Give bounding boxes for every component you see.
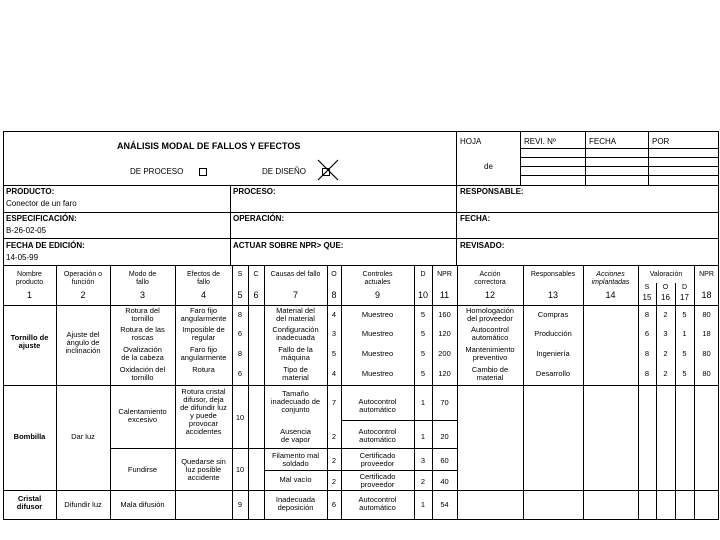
column-number: 8 bbox=[331, 290, 337, 300]
table-cell: 60 bbox=[440, 456, 449, 465]
column-number: 17 bbox=[680, 293, 689, 302]
column-header: Modo de fallo bbox=[128, 271, 157, 286]
de-proceso-label: DE PROCESO bbox=[130, 167, 184, 176]
table-cell: Imposible de regular bbox=[182, 325, 225, 342]
table-cell: 54 bbox=[440, 500, 449, 509]
table-cell: 200 bbox=[438, 349, 451, 358]
responsable-label: RESPONSABLE: bbox=[460, 187, 524, 196]
table-cell: 1 bbox=[682, 329, 687, 338]
table-cell: Rotura de las roscas bbox=[120, 325, 165, 342]
column-number: 13 bbox=[547, 290, 558, 300]
hoja-label: HOJA bbox=[460, 137, 482, 146]
table-cell: 2 bbox=[663, 310, 668, 319]
function-cell: Ajuste del ángulo de inclinación bbox=[65, 330, 101, 355]
table-cell: Certificado proveedor bbox=[359, 472, 396, 489]
table-cell: 8 bbox=[237, 349, 243, 358]
table-cell: 8 bbox=[644, 349, 650, 358]
column-header: Efectos de fallo bbox=[186, 271, 221, 286]
table-cell: Desarrollo bbox=[535, 369, 571, 378]
table-cell: 4 bbox=[331, 369, 337, 378]
table-cell: 6 bbox=[331, 500, 337, 509]
table-cell: Autocontrol automático bbox=[358, 495, 397, 512]
table-cell: 4 bbox=[331, 310, 337, 319]
table-cell: Calentamiento excesivo bbox=[118, 407, 167, 424]
table-cell: Mantenimiento preventivo bbox=[465, 345, 515, 362]
column-number: 5 bbox=[237, 290, 243, 300]
table-cell: 5 bbox=[682, 310, 687, 319]
product-name: Cristal difusor bbox=[16, 494, 43, 511]
table-cell: 8 bbox=[644, 310, 650, 319]
column-header: O bbox=[331, 271, 337, 278]
table-cell: Homologación del proveedor bbox=[466, 306, 514, 323]
table-cell: Muestreo bbox=[361, 310, 394, 319]
table-cell: Autocontrol automático bbox=[358, 397, 397, 414]
table-cell: Tamaño inadecuado de conjunto bbox=[270, 389, 321, 414]
table-cell: 1 bbox=[420, 500, 426, 509]
column-header: C bbox=[253, 271, 259, 278]
column-number: 12 bbox=[484, 290, 495, 300]
table-cell: 120 bbox=[438, 329, 451, 338]
fecha-label: FECHA: bbox=[460, 214, 491, 223]
column-header: Acciones implantadas bbox=[591, 271, 630, 286]
valoracion-subheader: O bbox=[662, 284, 669, 291]
table-cell: 2 bbox=[663, 369, 668, 378]
table-cell: 1 bbox=[420, 432, 426, 441]
column-number: 11 bbox=[439, 290, 450, 300]
table-cell: Producción bbox=[534, 329, 572, 338]
table-cell: Rotura bbox=[192, 365, 215, 374]
table-cell: Filamento mal soldado bbox=[271, 451, 320, 468]
table-cell: Rotura cristal difusor, deja de difundir luz y puede provocar accidentes bbox=[180, 387, 227, 436]
table-cell: 8 bbox=[237, 310, 243, 319]
table-cell: Oxidación del tornillo bbox=[119, 365, 166, 382]
table-cell: 2 bbox=[663, 349, 668, 358]
table-cell: 5 bbox=[420, 329, 426, 338]
column-number: 15 bbox=[642, 293, 652, 302]
table-cell: Ingeniería bbox=[536, 349, 570, 358]
table-cell: 5 bbox=[420, 310, 426, 319]
producto-value: Conector de un faro bbox=[6, 199, 77, 208]
column-header: Causas del fallo bbox=[270, 271, 321, 278]
table-cell: Fallo de la máquina bbox=[278, 345, 313, 362]
table-cell: 120 bbox=[438, 369, 451, 378]
de-label: de bbox=[484, 162, 493, 171]
table-cell: Compras bbox=[537, 310, 569, 319]
table-cell: Tipo de material bbox=[282, 365, 309, 382]
function-cell: Dar luz bbox=[71, 432, 95, 441]
column-number: 9 bbox=[374, 290, 380, 300]
table-cell: 160 bbox=[438, 310, 451, 319]
table-cell: 10 bbox=[235, 465, 245, 474]
table-cell: Inadecuada deposición bbox=[275, 495, 316, 512]
table-cell: Certificado proveedor bbox=[359, 451, 396, 468]
table-cell: 2 bbox=[331, 477, 337, 486]
table-cell: Cambio de material bbox=[471, 365, 509, 382]
function-cell: Difundir luz bbox=[64, 500, 102, 509]
table-cell: 40 bbox=[440, 477, 449, 486]
table-cell: Ovalización de la cabeza bbox=[121, 345, 164, 362]
proceso-label: PROCESO: bbox=[233, 187, 276, 196]
table-cell: 5 bbox=[331, 349, 337, 358]
table-cell: 7 bbox=[331, 398, 337, 407]
product-name: Bombilla bbox=[13, 432, 46, 441]
table-cell: 70 bbox=[440, 398, 449, 407]
table-cell: 20 bbox=[440, 432, 449, 441]
column-number: 2 bbox=[80, 290, 86, 300]
table-cell: 80 bbox=[702, 310, 711, 319]
especificacion-label: ESPECIFICACIÓN: bbox=[6, 214, 77, 223]
table-cell: 6 bbox=[237, 329, 243, 338]
column-number: 7 bbox=[292, 290, 298, 300]
column-number: 4 bbox=[200, 290, 206, 300]
table-cell: Muestreo bbox=[361, 349, 394, 358]
table-cell: 3 bbox=[663, 329, 668, 338]
column-number: 16 bbox=[661, 293, 670, 302]
table-cell: 80 bbox=[702, 349, 711, 358]
table-cell: 3 bbox=[331, 329, 337, 338]
column-number: 10 bbox=[417, 290, 428, 300]
revi-label: REVI. Nº bbox=[524, 137, 556, 146]
revisado-label: REVISADO: bbox=[460, 241, 505, 250]
table-cell: Muestreo bbox=[361, 369, 394, 378]
column-header: Valoración bbox=[649, 271, 683, 278]
table-cell: 3 bbox=[420, 456, 426, 465]
table-cell: 5 bbox=[682, 349, 687, 358]
column-header: NPR bbox=[699, 271, 714, 278]
table-cell: 5 bbox=[420, 349, 426, 358]
de-diseno-label: DE DISEÑO bbox=[262, 167, 307, 176]
table-cell: Material del del material bbox=[276, 306, 315, 323]
fecha-edicion-label: FECHA DE EDICIÓN: bbox=[6, 241, 85, 250]
column-number: 6 bbox=[253, 290, 259, 300]
por-label: POR bbox=[652, 137, 670, 146]
table-cell: Mala difusión bbox=[120, 500, 165, 509]
product-name: Tornillo de ajuste bbox=[10, 333, 49, 350]
column-header: S bbox=[237, 271, 243, 278]
table-cell: 2 bbox=[420, 477, 426, 486]
table-cell: 10 bbox=[235, 413, 245, 422]
table-cell: 2 bbox=[331, 456, 337, 465]
table-cell: 8 bbox=[644, 369, 650, 378]
valoracion-subheader: S bbox=[644, 284, 650, 291]
column-header: D bbox=[420, 271, 426, 278]
column-header: Responsables bbox=[530, 271, 576, 278]
column-header: Acción correctora bbox=[474, 271, 506, 286]
table-cell: 2 bbox=[331, 432, 337, 441]
table-cell: Faro fijo angularmente bbox=[180, 345, 227, 362]
valoracion-subheader: D bbox=[681, 284, 688, 291]
column-number: 3 bbox=[139, 290, 145, 300]
fecha-edicion-value: 14-05-99 bbox=[6, 253, 39, 262]
table-cell: 18 bbox=[702, 329, 711, 338]
table-cell: Autocontrol automático bbox=[358, 427, 397, 444]
column-header: Nombre producto bbox=[15, 271, 44, 286]
producto-label: PRODUCTO: bbox=[6, 187, 55, 196]
table-cell: Muestreo bbox=[361, 329, 394, 338]
table-cell: Fundirse bbox=[127, 465, 158, 474]
table-cell: 5 bbox=[420, 369, 426, 378]
operacion-label: OPERACIÓN: bbox=[233, 214, 285, 223]
table-cell: 9 bbox=[237, 500, 243, 509]
column-header: NPR bbox=[437, 271, 452, 278]
column-number: 18 bbox=[701, 290, 712, 300]
table-cell: 80 bbox=[702, 369, 711, 378]
fecha-header-label: FECHA bbox=[589, 137, 617, 146]
table-cell: Autocontrol automático bbox=[471, 325, 509, 342]
table-cell: Quedarse sin luz posible accidente bbox=[181, 457, 226, 482]
column-header: Controles actuales bbox=[362, 271, 393, 286]
table-cell: Rotura del tornillo bbox=[125, 306, 160, 323]
especificacion-value: B-26-02-05 bbox=[6, 226, 47, 235]
table-cell: 6 bbox=[644, 329, 650, 338]
actuar-label: ACTUAR SOBRE NPR> QUE: bbox=[233, 241, 344, 250]
table-cell: Configuración inadecuada bbox=[272, 325, 319, 342]
column-number: 1 bbox=[26, 290, 32, 300]
table-cell: 1 bbox=[420, 398, 426, 407]
table-cell: Mal vacío bbox=[279, 475, 312, 484]
table-cell: 6 bbox=[237, 369, 243, 378]
table-cell: 5 bbox=[682, 369, 687, 378]
table-cell: Faro fijo angularmente bbox=[180, 306, 227, 323]
table-cell: Ausencia de vapor bbox=[280, 427, 311, 444]
column-header: Operación o función bbox=[63, 271, 103, 286]
form-title: ANÁLISIS MODAL DE FALLOS Y EFECTOS bbox=[117, 141, 301, 151]
column-number: 14 bbox=[605, 290, 616, 300]
